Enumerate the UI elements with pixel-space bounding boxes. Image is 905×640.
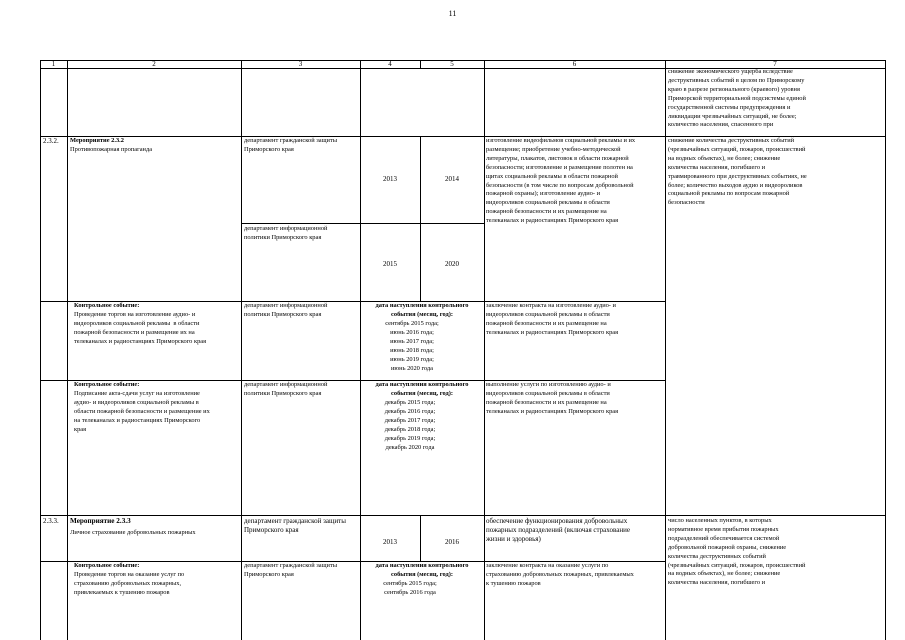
control-date-label-3: дата наступления контрольного события (месяц, год):	[375, 562, 469, 578]
measure-title-232: Мероприятие 2.3.2	[70, 137, 124, 144]
control-text-3: Проведение торгов на оказание услуг по страхованию добровольных пожарных, привлекаемых к тушению пожаров	[74, 571, 185, 596]
result-233: обеспечение функционирования добровольных пожарных подразделений (включая страхование жизни и здоровья)	[486, 517, 630, 543]
control-dates-1: сентябрь 2015 года; июнь 2016 года; июнь 2017 года; июнь 2018 года; июнь 2019 года; июнь 2020 года	[385, 320, 439, 372]
control-date-label-2: дата наступления контрольного события (месяц, год):	[375, 381, 469, 397]
control-text-2: Подписание акта-сдачи услуг на изготовление аудио- и видеороликов социальной рекламы в области пожарной безопасности и размещение их на телеканалах и радиостанциях Приморского края	[74, 390, 210, 433]
end-year-232-b: 2020	[445, 260, 459, 268]
control-dates-3: сентябрь 2015 года; сентябрь 2016 года	[383, 580, 437, 596]
header-col-1: 1	[51, 60, 56, 68]
control-result-2: выполнение услуги по изготовлению аудио- и видеороликов социальной рекламы в области пожарной безопасности и их размещение на телеканалах и радиостанциях Приморского края	[486, 381, 619, 415]
control-date-label-1: дата наступления контрольного события (месяц, год):	[375, 302, 469, 318]
executor-232-b: департамент информационной политики Приморского края	[244, 225, 328, 241]
continuation-indicator: снижение экономического ущерба вследствие деструктивных событий в целом по Приморскому краю в разрезе регионального (краевого) уровня Приморской территориальной подсистемы единой государственной системы предупреждения и ликвидации чрезвычайных ситуаций, не более; количество населения, спасенного при	[668, 68, 806, 129]
indicator-232: снижение количества деструктивных событий (чрезвычайных ситуаций, пожаров, происшествий на водных объектах), не более; снижение количества населения, погибшего и травмированного при деструктивных событиях, не более; количество выходов аудио и видеороликов социальной рекламы по вопросам пожарной безопасности	[668, 137, 807, 207]
control-dates-2: декабрь 2015 года; декабрь 2016 года; декабрь 2017 года; декабрь 2018 года; декабрь 2019 года; декабрь 2020 года	[384, 399, 436, 451]
header-col-5: 5	[450, 60, 454, 68]
indicator-233: число населенных пунктов, в которых нормативное время прибытия пожарных подразделений обеспечивается системой добровольной пожарной охраны, снижение количества деструктивных событий (чрезвычайных ситуаций, пожаров, происшествий на водных объектах), не более; снижение количества населения, погибшего и	[668, 517, 806, 587]
control-executor-3: департамент гражданской защиты Приморского края	[244, 562, 338, 578]
control-executor-1: департамент информационной политики Приморского края	[244, 302, 328, 318]
control-result-1: заключение контракта на изготовление аудио- и видеороликов социальной рекламы в области пожарной безопасности и их размещение на телеканалах и радиостанциях Приморского края	[486, 302, 619, 336]
control-label-2: Контрольное событие:	[74, 381, 140, 388]
executor-232-a: департамент гражданской защиты Приморского края	[244, 137, 338, 153]
page-number: 11	[448, 9, 457, 18]
header-col-2: 2	[152, 60, 156, 68]
control-label-1: Контрольное событие:	[74, 302, 140, 309]
start-year-233: 2013	[383, 538, 397, 546]
header-col-7: 7	[773, 60, 777, 68]
header-col-6: 6	[572, 60, 577, 68]
start-year-232-b: 2015	[383, 260, 397, 268]
control-text-1: Проведение торгов на изготовление аудио- и видеороликов социальной рекламы в области пожарной безопасности и размещение их на телеканалах и радиостанциях Приморского края	[74, 311, 207, 345]
end-year-233: 2016	[445, 538, 459, 546]
control-label-3: Контрольное событие:	[74, 562, 140, 569]
measure-subtitle-233: Личное страхование добровольных пожарных	[70, 529, 196, 536]
start-year-232-a: 2013	[383, 175, 397, 183]
result-232: изготовление видеофильмов социальной рекламы и их размещение; приобретение учебно-методической литературы, плакатов, листовок в области пожарной безопасности; изготовление и размещение полотен на щитах социальной рекламы в области пожарной безопасности (в том числе по вопросам добровольной пожарной охраны); изготовление аудио- и видеороликов социальной рекламы в области пожарной безопасности и их размещение на телеканалах и радиостанциях Приморского края	[486, 137, 636, 225]
header-col-3: 3	[298, 60, 303, 68]
header-col-4: 4	[388, 60, 392, 68]
row-number-233: 2.3.3.	[43, 517, 59, 525]
control-executor-2: департамент информационной политики Приморского края	[244, 381, 328, 397]
control-result-3: заключение контракта на оказание услуги по страхованию добровольных пожарных, привлекаемых к тушению пожаров	[486, 562, 634, 587]
measure-title-233: Мероприятие 2.3.3	[70, 517, 131, 525]
measure-subtitle-232: Противопожарная пропаганда	[70, 146, 153, 153]
end-year-232-a: 2014	[445, 175, 459, 183]
row-number-232: 2.3.2.	[43, 137, 59, 145]
executor-233: департамент гражданской защиты Приморского края	[244, 517, 346, 534]
